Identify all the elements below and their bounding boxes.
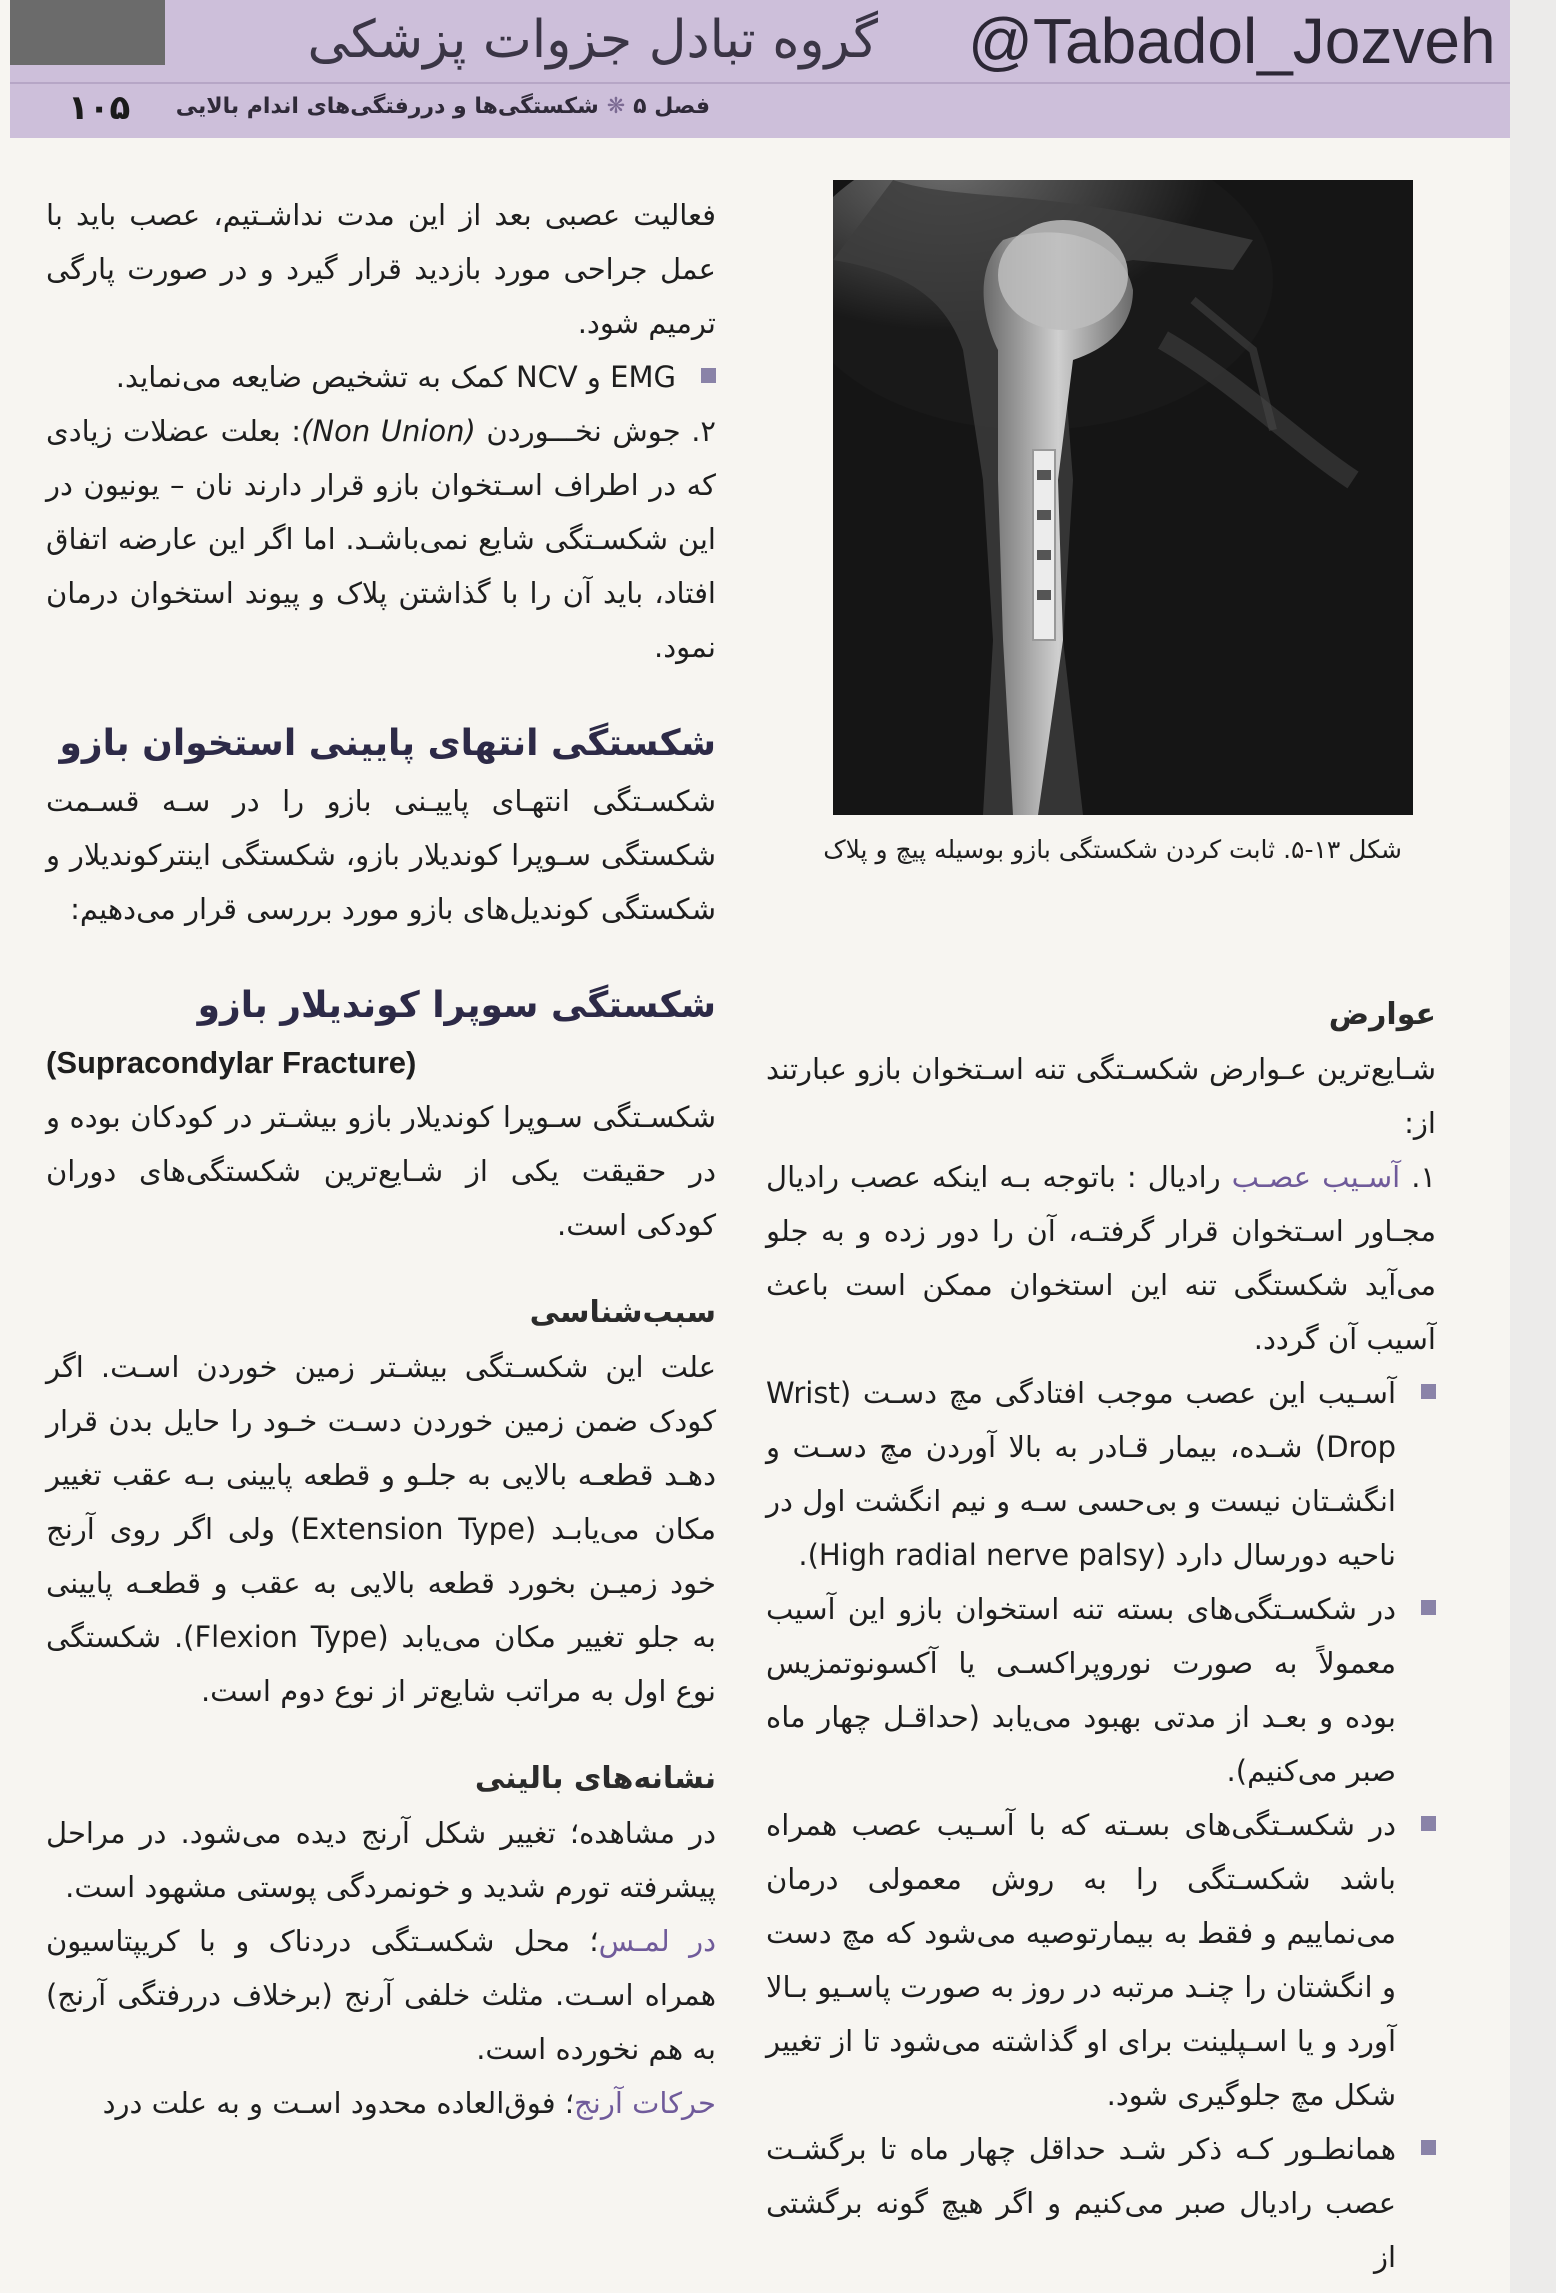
- humerus-xray-image: [833, 180, 1413, 815]
- bullet-item: [766, 1366, 1436, 1582]
- header-tab: [10, 0, 165, 65]
- paragraph: علت این شکسـتگی بیشـتر زمین خوردن اسـت. اگر کودک ضمن زمین خوردن دسـت خـود را حایل بدن قرار دهـد قطعـه بالایی به جلـو و قطعه پایینی بـه عقب تغییر مکان می‌یابـد (Extension Type) ولی اگر روی آرنج خود زمیـن بخورد قطعه بالایی به عقب و قطعـه پایینی به جلو تغییر مکان می‌یابد (Flexion Type). شکستگی نوع اول به مراتب شایع‌تر از نوع دوم است.: [46, 1350, 717, 1708]
- paragraph-text: ؛ تغییر شکل آرنج دیده می‌شود. در مراحل پیشرفته تورم شدید و خونمردگی پوستی مشهود است.: [46, 1816, 716, 1904]
- paragraph-lead: ۲. جوش نخـــوردن: [486, 414, 716, 448]
- square-bullet-icon: [1421, 1816, 1436, 1831]
- bullet-text: در شکسـتگی‌های بسته تنه استخوان بازو این آسیب معمولاً به صورت نوروپراکسـی یا آکسونوتمزیس بوده و بعـد از مدتی بهبود می‌یابد (حداقـل چهار ماه صبر می‌کنیم).: [766, 1592, 1396, 1788]
- watermark-handle: @Tabadol_Jozveh: [968, 5, 1496, 77]
- page-number: ۱۰۵: [68, 88, 131, 128]
- paragraph: [46, 404, 716, 674]
- paragraph-lead: آسـیب عصـب: [1231, 1160, 1401, 1194]
- paragraph: [766, 1150, 1436, 1366]
- bullet-text: آسـیب این عصب موجب افتادگی مچ دسـت (Wrist Drop) شـده، بیمار قـادر به بالا آوردن مچ دسـت و انگشـتان نیست و بی‌حسی سـه و نیم انگشت اول در ناحیه دورسال دارد (High radial nerve palsy).: [766, 1376, 1396, 1572]
- paragraph-text: : بعلت عضلات زیادی که در اطراف اسـتخوان بازو قرار دارند نان – یونیون در این شکسـتگی شایع نمی‌باشـد. اما اگر این عارضه اتفاق افتاد، باید آن را با گذاشتن پلاک و پیوند استخوان درمان نمود.: [46, 414, 716, 664]
- section-heading: شکستگی انتهای پایینی استخوان بازو: [59, 723, 716, 764]
- left-text-column: [46, 188, 716, 2130]
- paragraph-text: ؛ فوق‌العاده محدود اسـت و به علت درد: [102, 2086, 575, 2120]
- paragraph-lead: حرکات آرنج: [574, 2086, 716, 2120]
- section-heading: شکستگی سوپرا کوندیلار بازو: [197, 985, 716, 1026]
- right-text-column: [766, 988, 1436, 2284]
- paragraph: [46, 1914, 716, 2076]
- bullet-item: [766, 1582, 1436, 1798]
- flower-icon: ❋: [606, 94, 626, 119]
- bullet-text: در شکسـتگی‌های بسـته که با آسـیب عصب همراه باشد شکسـتگی را به روش معمولی درمان می‌نماییم و فقط به بیمارتوصیه می‌شود که مچ دست و انگشتان را چنـد مرتبه در روز به صورت پاسـیو بـالا آورد و یا اسـپلینت برای او گذاشته می‌شود تا از تغییر شکل مچ جلوگیری شود.: [766, 1808, 1396, 2112]
- square-bullet-icon: [1421, 2140, 1436, 2155]
- bullet-text: EMG و NCV کمک به تشخیص ضایعه می‌نماید.: [115, 360, 676, 394]
- section-heading-english: (Supracondylar Fracture): [46, 1045, 417, 1080]
- square-bullet-icon: [1421, 1384, 1436, 1399]
- bullet-item: [46, 350, 716, 404]
- paragraph-lead: در لمـس: [598, 1924, 716, 1958]
- xray-figure: [833, 180, 1413, 815]
- watermark-banner: [178, 0, 1498, 82]
- list-number: ۱.: [1411, 1160, 1436, 1194]
- paragraph: شکسـتگی انتهـای پاییـنی بازو را در سـه قسـمت شکستگی سـوپرا کوندیلار بازو، شکستگی اینترکوندیلار و شکستگی کوندیل‌های بازو مورد بررسی قرار می‌دهیم:: [46, 784, 716, 926]
- square-bullet-icon: [701, 368, 716, 383]
- paragraph: شکسـتگی سـوپرا کوندیلار بازو بیشـتر در کودکان بوده و در حقیقت یکی از شـایع‌ترین شکستگی‌های دوران کودکی است.: [46, 1100, 716, 1242]
- paragraph: شـایع‌ترین عـوارض شکسـتگی تنه اسـتخوان بازو عبارتند از:: [766, 1052, 1436, 1140]
- subsection-heading: نشانه‌های بالینی: [474, 1761, 716, 1796]
- square-bullet-icon: [1421, 1600, 1436, 1615]
- page-edge: [1510, 0, 1556, 2293]
- paragraph-text: ؛ محل شکسـتگی دردناک و با کریپتاسیون همراه اسـت. مثلث خلفی آرنج (برخلاف دررفتگی آرنج) به هم نخورده است.: [46, 1924, 716, 2066]
- chapter-label: فصل ۵: [633, 94, 710, 119]
- paragraph: [46, 1806, 716, 1914]
- chapter-title: شکستگی‌ها و دررفتگی‌های اندام بالایی: [175, 94, 599, 119]
- paragraph-lead: در مشاهده: [579, 1816, 716, 1850]
- english-term: (Non Union): [301, 414, 476, 448]
- running-head: [176, 94, 710, 119]
- subsection-heading: عوارض: [1328, 997, 1436, 1032]
- figure-caption: شکل ۱۳-۵. ثابت کردن شکستگی بازو بوسیله پیچ و پلاک: [823, 835, 1402, 864]
- paragraph-text: رادیال : باتوجه بـه اینکه عصب رادیال مجـاور اسـتخوان قرار گرفتـه، آن را دور زده و به جلو می‌آید شکستگی تنه این استخوان ممکن است باعث آسیب آن گردد.: [766, 1160, 1436, 1356]
- subsection-heading: سبب‌شناسی: [529, 1295, 716, 1330]
- paragraph: [46, 2076, 716, 2130]
- paragraph: فعالیت عصبی بعد از این مدت نداشـتیم، عصب باید با عمل جراحی مورد بازدید قرار گیرد و در صورت پارگی ترمیم شود.: [46, 198, 716, 340]
- bullet-item: [766, 1798, 1436, 2122]
- watermark-persian: گروه تبادل جزوات پزشکی: [307, 10, 878, 70]
- bullet-text: همانطـور کـه ذکر شـد حداقل چهار ماه تا برگشـت عصب رادیال صبر می‌کنیم و اگر هیچ گونه برگشتی از: [766, 2132, 1396, 2274]
- bullet-item: [766, 2122, 1436, 2284]
